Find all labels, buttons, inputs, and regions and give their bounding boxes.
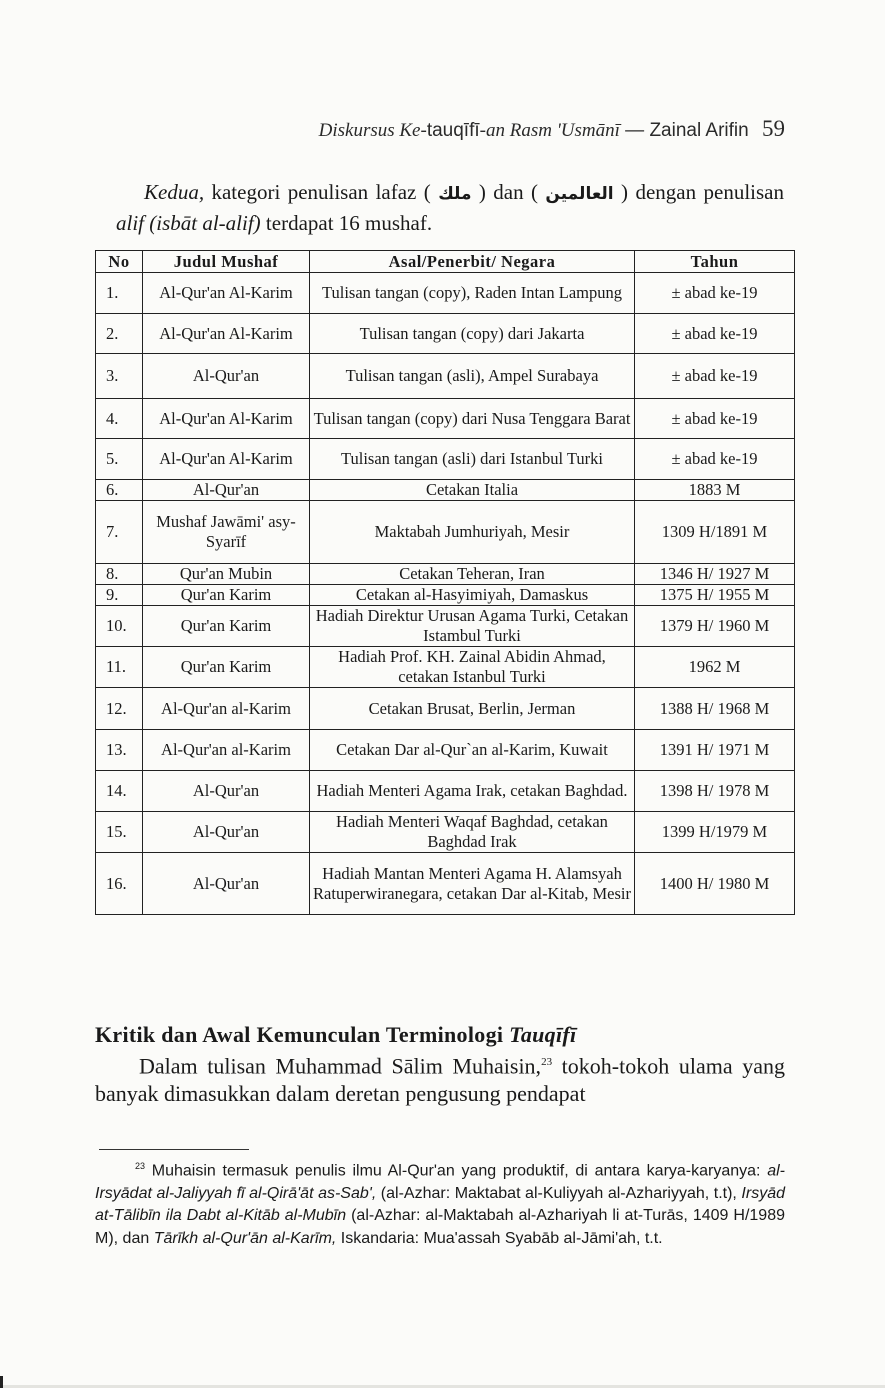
table-row [96,314,795,354]
cell-judul: Mushaf Jawāmi' asy-Syarīf [143,501,310,564]
arabic-word-2: العالمين [545,184,614,204]
table-row [96,501,795,564]
header-no: No [96,251,143,273]
footnote-e: (al-Azhar: al-Maktabah al-Azhariyah li at-Turās, 1409 H/1989 M), dan [95,1207,785,1247]
cell-no: 16. [96,853,143,915]
body-paragraph [95,1048,785,1108]
cell-no: 4. [96,399,143,439]
cell-no: 9. [96,585,143,606]
table-row [96,812,795,853]
cell-tahun: 1391 H/ 1971 M [635,730,795,771]
header-title-2: tauqīfī [426,120,480,141]
header-title-1: Diskursus Ke- [318,120,427,141]
table-row [96,730,795,771]
section-heading [95,1022,576,1048]
cell-no: 10. [96,606,143,647]
cell-judul: Al-Qur'an al-Karim [143,688,310,730]
intro-text-1: kategori penulisan lafaz ( [204,180,439,204]
cell-asal: Tulisan tangan (asli) dari Istanbul Turki [310,439,635,480]
cell-judul: Al-Qur'an [143,771,310,812]
cell-tahun: 1399 H/1979 M [635,812,795,853]
cell-asal: Tulisan tangan (asli), Ampel Surabaya [310,354,635,399]
cell-tahun: 1962 M [635,647,795,688]
cell-tahun: ± abad ke-19 [635,314,795,354]
cell-asal: Tulisan tangan (copy) dari Nusa Tenggara Barat [310,399,635,439]
cell-asal: Cetakan Italia [310,480,635,501]
cell-asal: Cetakan Brusat, Berlin, Jerman [310,688,635,730]
table-row [96,354,795,399]
cell-tahun: ± abad ke-19 [635,399,795,439]
cell-tahun: 1375 H/ 1955 M [635,585,795,606]
cell-judul: Qur'an Karim [143,647,310,688]
cell-judul: Al-Qur'an Al-Karim [143,399,310,439]
header-title-3: -an Rasm 'Usmānī [479,120,620,141]
cell-tahun: ± abad ke-19 [635,273,795,314]
cell-tahun: ± abad ke-19 [635,354,795,399]
table-row [96,399,795,439]
header-judul: Judul Mushaf [143,251,310,273]
cell-asal: Tulisan tangan (copy) dari Jakarta [310,314,635,354]
section-heading-italic: Tauqīfī [509,1022,577,1047]
running-header [319,116,785,142]
table-row [96,439,795,480]
footnote-a: Muhaisin termasuk penulis ilmu Al-Qur'an yang produktif, di antara karya-karyanya: [145,1162,768,1180]
footnote [95,1155,785,1250]
footnote-f: Tārīkh al-Qur'ān al-Karīm, [153,1229,337,1247]
cell-asal: Cetakan Teheran, Iran [310,564,635,585]
table-row [96,585,795,606]
footnote-d: Irsyād at-Tālibīn ila Dabt al-Kitāb al-Mubīn [95,1184,785,1225]
cell-no: 13. [96,730,143,771]
cell-asal: Hadiah Mantan Menteri Agama H. Alamsyah Ratuperwiranegara, cetakan Dar al-Kitab, Mesir [310,853,635,915]
table-row [96,853,795,915]
table-body [96,273,795,915]
cell-tahun: 1883 M [635,480,795,501]
body-text-1: Dalam tulisan Muhammad Sālim Muhaisin, [139,1053,542,1079]
page-number: 59 [762,116,785,141]
cell-judul: Al-Qur'an [143,853,310,915]
intro-alif: alif (isbāt al-alif) [116,211,261,235]
cell-judul: Al-Qur'an [143,480,310,501]
cell-judul: Qur'an Mubin [143,564,310,585]
cell-no: 15. [96,812,143,853]
table-header-row [96,251,795,273]
cell-asal: Maktabah Jumhuriyah, Mesir [310,501,635,564]
header-asal: Asal/Penerbit/ Negara [310,251,635,273]
cell-asal: Hadiah Menteri Waqaf Baghdad, cetakan Baghdad Irak [310,812,635,853]
mushaf-table [95,250,795,915]
cell-tahun: 1400 H/ 1980 M [635,853,795,915]
intro-text-2: ) dan ( [471,180,546,204]
cell-no: 8. [96,564,143,585]
cell-judul: Qur'an Karim [143,585,310,606]
footnote-c: (al-Azhar: Maktabat al-Kuliyyah al-Azhariyyah, t.t), [376,1184,742,1202]
cell-no: 11. [96,647,143,688]
cell-no: 5. [96,439,143,480]
cell-judul: Qur'an Karim [143,606,310,647]
footnote-b: al-Irsyādat al-Jaliyyah fī al-Qirā'āt as-Sab', [95,1162,785,1202]
table-row [96,606,795,647]
cell-asal: Tulisan tangan (copy), Raden Intan Lampung [310,273,635,314]
footnote-number: 23 [135,1161,146,1171]
table-row [96,647,795,688]
body-text-2: tokoh-tokoh ulama yang banyak dimasukkan dalam deretan pengusung pendapat [95,1053,785,1107]
cell-tahun: 1346 H/ 1927 M [635,564,795,585]
intro-text-3: ) dengan penulisan [613,180,784,204]
cell-judul: Al-Qur'an [143,812,310,853]
page-bottom-tick [0,1376,3,1388]
cell-asal: Hadiah Direktur Urusan Agama Turki, Cetakan Istambul Turki [310,606,635,647]
cell-asal: Cetakan al-Hasyimiyah, Damaskus [310,585,635,606]
cell-asal: Hadiah Prof. KH. Zainal Abidin Ahmad, cetakan Istanbul Turki [310,647,635,688]
footnote-g: Iskandaria: Mua'assah Syabāb al-Jāmi'ah, t.t. [336,1229,663,1247]
footnote-rule [99,1149,249,1150]
cell-no: 2. [96,314,143,354]
table-row [96,480,795,501]
cell-tahun: 1379 H/ 1960 M [635,606,795,647]
cell-asal: Cetakan Dar al-Qur`an al-Karim, Kuwait [310,730,635,771]
table-row [96,564,795,585]
cell-no: 7. [96,501,143,564]
cell-no: 1. [96,273,143,314]
cell-no: 12. [96,688,143,730]
cell-no: 3. [96,354,143,399]
header-tahun: Tahun [635,251,795,273]
cell-tahun: 1388 H/ 1968 M [635,688,795,730]
table-row [96,771,795,812]
cell-no: 14. [96,771,143,812]
cell-no: 6. [96,480,143,501]
intro-kedua: Kedua, [144,180,205,204]
cell-asal: Hadiah Menteri Agama Irak, cetakan Baghdad. [310,771,635,812]
section-heading-text: Kritik dan Awal Kemunculan Terminologi [95,1022,510,1047]
cell-judul: Al-Qur'an al-Karim [143,730,310,771]
intro-paragraph [116,178,784,238]
table-row [96,688,795,730]
header-author: — Zainal Arifin [619,120,749,141]
cell-judul: Al-Qur'an [143,354,310,399]
table-row [96,273,795,314]
cell-judul: Al-Qur'an Al-Karim [143,273,310,314]
cell-tahun: ± abad ke-19 [635,439,795,480]
footnote-ref: 23 [541,1056,553,1068]
cell-judul: Al-Qur'an Al-Karim [143,439,310,480]
cell-tahun: 1398 H/ 1978 M [635,771,795,812]
arabic-word-1: ملك [438,184,472,204]
intro-text-4: terdapat 16 mushaf. [260,211,433,235]
cell-tahun: 1309 H/1891 M [635,501,795,564]
cell-judul: Al-Qur'an Al-Karim [143,314,310,354]
